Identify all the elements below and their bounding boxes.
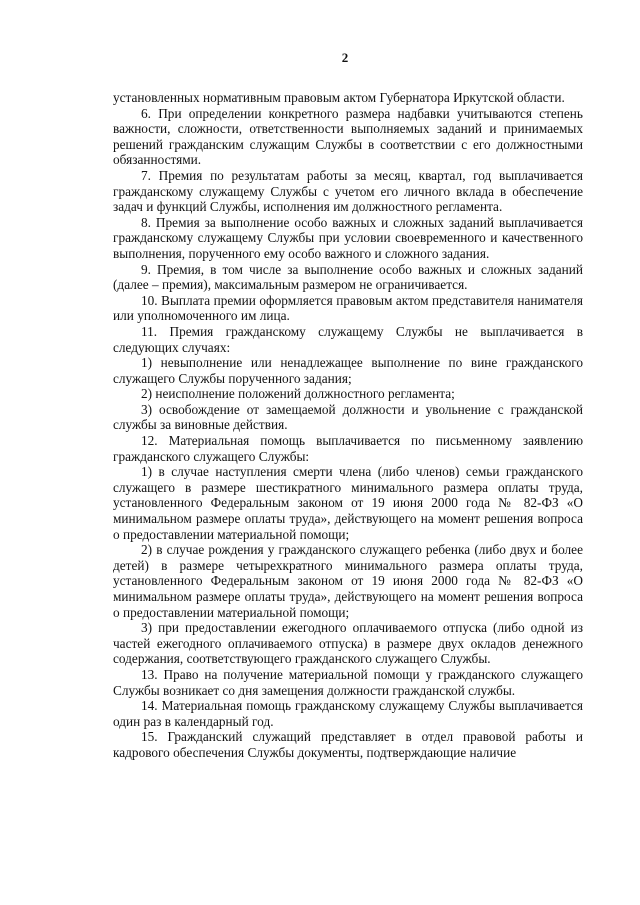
paragraph-11-item-3: 3) освобождение от замещаемой должности и увольнение с гражданской службы за виновные действия. xyxy=(113,401,583,433)
paragraph-10: 10. Выплата премии оформляется правовым актом представителя нанимателя или уполномоченного им лица. xyxy=(113,292,583,324)
paragraph-13: 13. Право на получение материальной помощи у гражданского служащего Службы возникает со дня замещения должности гражданской службы. xyxy=(113,666,583,698)
paragraph-8: 8. Премия за выполнение особо важных и сложных заданий выплачивается гражданскому служащему Службы при условии своевременного и качественного выполнения, порученного ему особо важного и сложного задания. xyxy=(113,214,583,261)
paragraph-continuation: установленных нормативным правовым актом Губернатора Иркутской области. xyxy=(113,90,565,105)
paragraph-14: 14. Материальная помощь гражданскому служащему Службы выплачивается один раз в календарный год. xyxy=(113,698,583,729)
paragraph-11-item-2: 2) неисполнение положений должностного регламента; xyxy=(141,386,455,402)
paragraph-15: 15. Гражданский служащий представляет в отдел правовой работы и кадрового обеспечения Службы документы, подтверждающие наличие xyxy=(113,729,583,760)
document-body xyxy=(113,90,583,761)
paragraph-12: 12. Материальная помощь выплачивается по письменному заявлению гражданского служащего Службы: xyxy=(113,433,583,464)
page-number: 2 xyxy=(341,50,349,65)
paragraph-6: 6. При определении конкретного размера надбавки учитываются степень важности, сложности, ответственности выполняемых заданий и принимаемых решений гражданским служащим Службы в соответствии с его должностными обязанностями. xyxy=(113,105,583,168)
paragraph-9: 9. Премия, в том числе за выполнение особо важных и сложных заданий (далее – премия), максимальным размером не ограничивается. xyxy=(113,261,583,293)
paragraph-12-item-2: 2) в случае рождения у гражданского служащего ребенка (либо двух и более детей) в размере четырехкратного минимального размера оплаты труда, установленного Федеральным законом от 19 июня 2000 года № 82-ФЗ «О минимальном размере оплаты труда», действующего на момент решения вопроса о предоставлении материальной помощи; xyxy=(113,542,583,620)
paragraph-12-item-1: 1) в случае наступления смерти члена (либо членов) семьи гражданского служащего в размере шестикратного минимального размера оплаты труда, установленного Федеральным законом от 19 июня 2000 года № 82-ФЗ «О минимальном размере оплаты труда», действующего на момент решения вопроса о предоставлении материальной помощи; xyxy=(113,464,583,542)
paragraph-7: 7. Премия по результатам работы за месяц, квартал, год выплачивается гражданскому служащему Службы с учетом его личного вклада в обеспечение задач и функций Службы, исполнения им должностного регламента. xyxy=(113,167,583,215)
paragraph-11: 11. Премия гражданскому служащему Службы не выплачивается в следующих случаях: xyxy=(113,323,583,355)
paragraph-12-item-3: 3) при предоставлении ежегодного оплачиваемого отпуска (либо одной из частей ежегодного оплачиваемого отпуска) в размере двух окладов денежного содержания, соответствующего гражданского служащего Службы. xyxy=(113,620,583,667)
paragraph-11-item-1: 1) невыполнение или ненадлежащее выполнение по вине гражданского служащего Службы порученного задания; xyxy=(113,355,583,386)
